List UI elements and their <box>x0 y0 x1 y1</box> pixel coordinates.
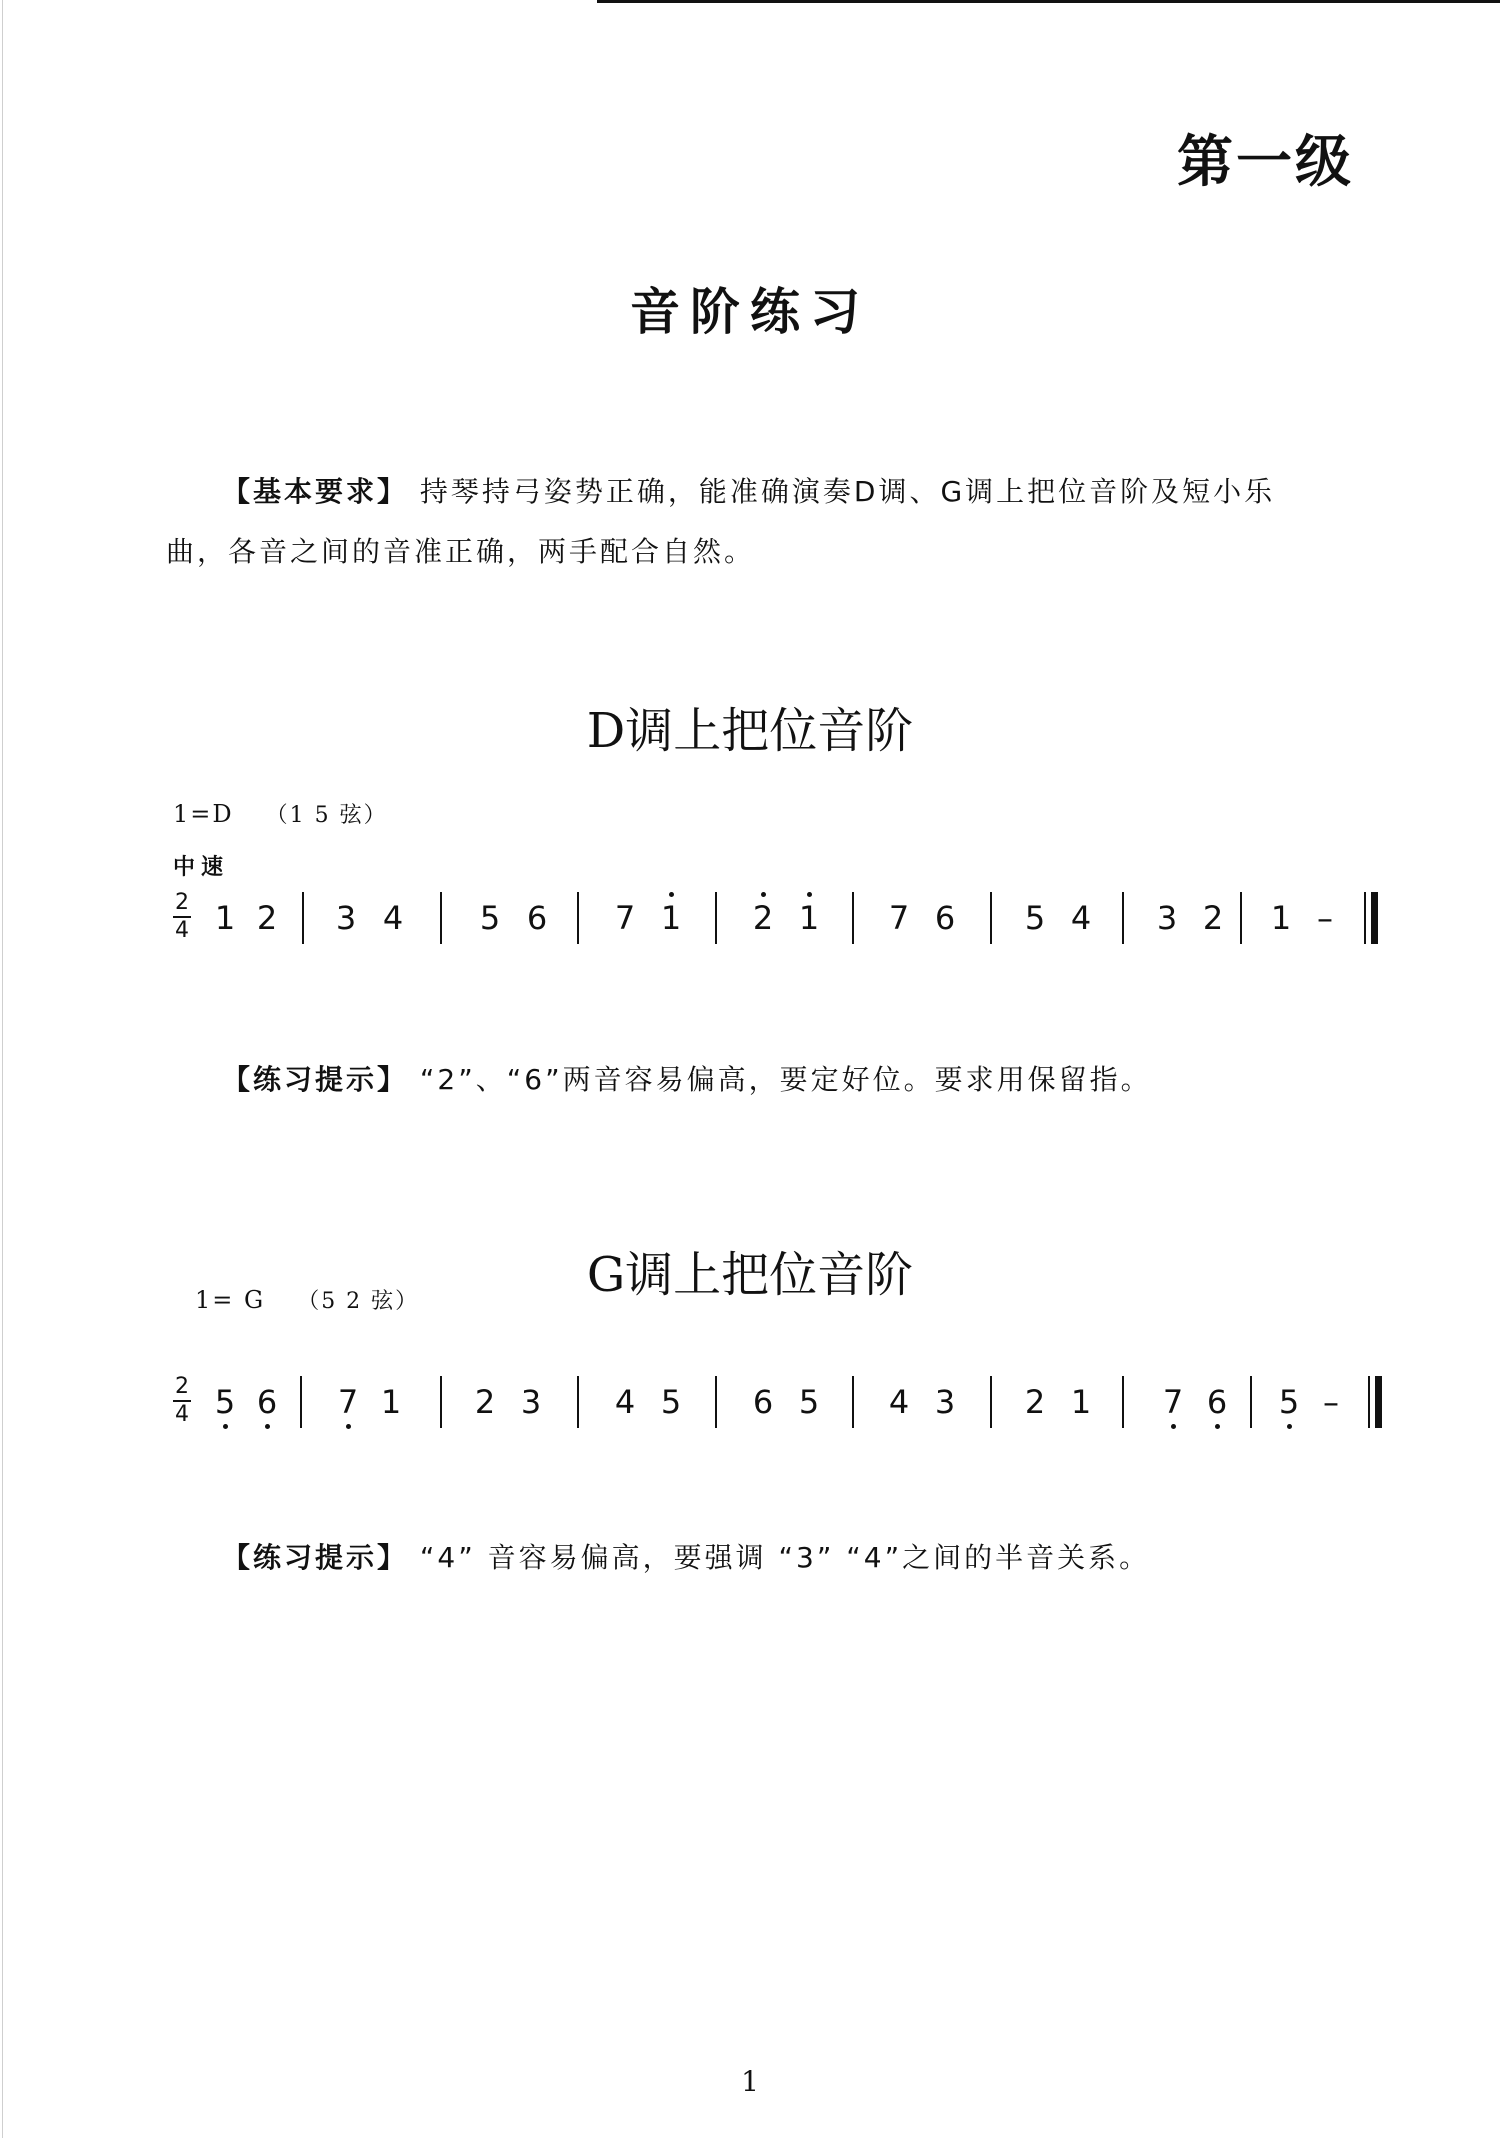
d-note: 6 <box>526 899 548 937</box>
d-note: 7 <box>614 899 636 937</box>
g-note: 3 <box>520 1383 542 1421</box>
d-note: 1 <box>214 899 236 937</box>
d-note-high: 2 <box>750 898 776 938</box>
final-barline <box>1364 892 1380 944</box>
d-tip-text: “2”、“6”两音容易偏高，要定好位。要求用保留指。 <box>419 1063 1152 1096</box>
barline <box>1122 892 1124 944</box>
g-note-low: 6 <box>254 1382 280 1422</box>
g-scale-key <box>195 1284 419 1315</box>
g-practice-tip <box>222 1536 1150 1576</box>
barline <box>990 1376 992 1428</box>
barline <box>1250 1376 1252 1428</box>
g-note-low: 7 <box>335 1382 361 1422</box>
d-note-dash: – <box>1317 899 1333 937</box>
basic-requirements <box>166 462 1351 582</box>
barline <box>577 1376 579 1428</box>
barline <box>300 1376 302 1428</box>
g-note: 4 <box>888 1383 910 1421</box>
g-note: 5 <box>798 1383 820 1421</box>
top-rule <box>597 0 1500 3</box>
g-note: 4 <box>614 1383 636 1421</box>
g-tip-text: “4” 音容易偏高，要强调 “3” “4”之间的半音关系。 <box>419 1541 1151 1574</box>
g-note: 1 <box>1070 1383 1092 1421</box>
level-heading: 第一级 <box>1177 130 1354 195</box>
g-key-signature: 1= G <box>195 1286 266 1314</box>
final-barline-thin <box>1364 892 1366 944</box>
d-note: 3 <box>1156 899 1178 937</box>
g-note-low: 5 <box>1276 1382 1302 1422</box>
d-scale-title: D调上把位音阶 <box>586 703 914 759</box>
g-note: 2 <box>474 1383 496 1421</box>
g-scale-title: G调上把位音阶 <box>586 1247 914 1303</box>
final-barline <box>1368 1376 1384 1428</box>
d-time-signature <box>172 892 192 942</box>
d-practice-tip <box>222 1058 1152 1098</box>
d-note: 2 <box>256 899 278 937</box>
d-note: 4 <box>1070 899 1092 937</box>
g-note-low: 5 <box>212 1382 238 1422</box>
barline <box>440 1376 442 1428</box>
g-note: 3 <box>934 1383 956 1421</box>
d-note: 4 <box>382 899 404 937</box>
requirement-line-1 <box>166 462 1351 522</box>
d-scale-staff <box>172 888 1392 952</box>
d-note: 1 <box>1270 899 1292 937</box>
g-time-bottom: 4 <box>175 1402 189 1427</box>
barline <box>577 892 579 944</box>
d-note: 5 <box>479 899 501 937</box>
section-title: 音阶练习 <box>630 283 870 341</box>
barline <box>852 892 854 944</box>
d-note: 2 <box>1202 899 1224 937</box>
d-scale-strings: （1 5 弦） <box>265 803 388 828</box>
g-note: 5 <box>660 1383 682 1421</box>
requirement-line-2: 曲，各音之间的音准正确，两手配合自然。 <box>166 535 756 568</box>
final-barline-thin <box>1368 1376 1370 1428</box>
d-note: 5 <box>1024 899 1046 937</box>
d-note: 7 <box>888 899 910 937</box>
g-note-dash: – <box>1323 1383 1339 1421</box>
requirement-text-1: 持琴持弓姿势正确，能准确演奏D调、G调上把位音阶及短小乐 <box>419 475 1276 508</box>
g-tip-label: 【练习提示】 <box>222 1541 409 1574</box>
g-note: 1 <box>380 1383 402 1421</box>
barline <box>715 892 717 944</box>
requirement-label: 【基本要求】 <box>222 475 409 508</box>
d-scale-tempo: 中速 <box>173 855 230 880</box>
d-key-signature: 1=D <box>173 800 234 828</box>
barline <box>302 892 304 944</box>
d-note: 3 <box>335 899 357 937</box>
d-time-top: 2 <box>175 890 189 915</box>
barline <box>1240 892 1242 944</box>
barline <box>440 892 442 944</box>
d-tip-label: 【练习提示】 <box>222 1063 409 1096</box>
g-time-signature <box>172 1376 192 1426</box>
g-time-top: 2 <box>175 1374 189 1399</box>
d-note-high: 1 <box>796 898 822 938</box>
d-time-bottom: 4 <box>175 918 189 943</box>
g-note-low: 6 <box>1204 1382 1230 1422</box>
barline <box>715 1376 717 1428</box>
g-note-low: 7 <box>1160 1382 1186 1422</box>
d-scale-key <box>173 798 388 829</box>
final-barline-thick <box>1371 892 1378 944</box>
barline <box>1122 1376 1124 1428</box>
d-note-high: 1 <box>658 898 684 938</box>
d-note: 6 <box>934 899 956 937</box>
g-note: 2 <box>1024 1383 1046 1421</box>
g-scale-strings: （5 2 弦） <box>297 1289 420 1314</box>
g-scale-staff <box>172 1372 1392 1436</box>
final-barline-thick <box>1375 1376 1382 1428</box>
barline <box>852 1376 854 1428</box>
g-note: 6 <box>752 1383 774 1421</box>
barline <box>990 892 992 944</box>
page-number: 1 <box>741 2065 759 2098</box>
